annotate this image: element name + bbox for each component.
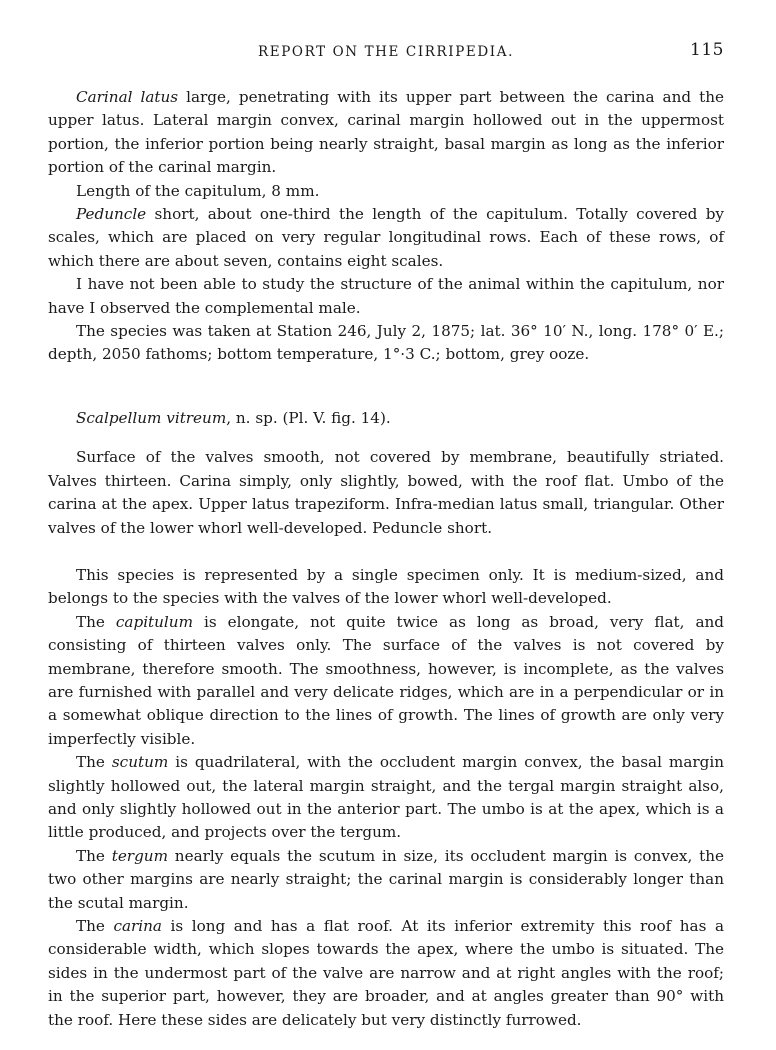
running-title: REPORT ON THE CIRRIPEDIA. [258,44,514,60]
term-carinal-latus: Carinal latus [76,88,179,106]
paragraph-text: large, penetrating with its upper part between the carina and the upper latus. Lateral margin convex, carinal margin hollowed out in the uppermost portion, the inferior portion being nearly straight, basal margin as long as the inferior portion of the carinal margin. [48,88,724,177]
paragraph-text: The [76,753,112,772]
paragraph-text: is quadrilateral, with the occludent margin convex, the basal margin slightly hollowed out, the lateral margin straight, and the tergal margin straight also, and only slightly hollowed out in the anterior part. The umbo is at the apex, which is a little produced, and projects over the tergum. [48,753,725,842]
species-reference: , n. sp. (Pl. V. fig. 14). [226,408,391,427]
paragraph-tergum [48,845,724,915]
paragraph-carinal-latus [48,86,724,180]
paragraph-text: short, about one-third the length of the capitulum. Totally covered by scales, which are placed on very regular longitudinal rows. Each of these rows, of which there are about seven, contains eight scales. [48,205,724,270]
page-number: 115 [690,40,724,60]
page-header [48,40,724,68]
paragraph-structure-note: I have not been able to study the structure of the animal within the capitulum, nor have I observed the complemental male. [48,275,724,317]
species-name: Scalpellum vitreum [76,408,227,427]
paragraph-text: The [76,846,112,865]
term-tergum: tergum [111,846,168,865]
paragraph-text: The [76,612,116,631]
term-capitulum: capitulum [115,612,193,631]
paragraph-carina [48,915,724,1032]
paragraph-capitulum [48,611,724,751]
paragraph-peduncle [48,203,724,273]
paragraph-text: The [76,917,114,935]
paragraph-text: is long and has a flat roof. At its inferior extremity this roof has a considerable width, which slopes towards the apex, where the umbo is situated. The sides in the undermost part of the valve are narrow and at right angles with the roof; in the superior part, however, they are broader, and at angles greater than 90° with the roof. Here these sides are delicately but very distinctly furrowed. [48,917,725,1029]
page-body [48,86,724,1032]
paragraph-text: is elongate, not quite twice as long as broad, very flat, and consisting of thirteen valves only. The surface of the valves is not covered by membrane, therefore smooth. The smoothness, however, is incomplete, as the valves are furnished with parallel and very delicate ridges, which are in a perpendicular or in a somewhat oblique direction to the lines of growth. The lines of growth are only very imperfectly visible. [48,612,725,748]
paragraph-text: nearly equals the scutum in size, its occludent margin is convex, the two other margins are nearly straight; the carinal margin is considerably longer than the scutal margin. [48,846,724,912]
species-heading [48,407,724,430]
paragraph-capitulum-length: Length of the capitulum, 8 mm. [76,181,320,200]
paragraph-specimen: This species is represented by a single specimen only. It is medium-sized, and belongs to the species with the valves of the lower whorl well-developed. [48,565,724,608]
term-scutum: scutum [111,753,169,772]
paragraph-scutum [48,751,724,845]
paragraph-station: The species was taken at Station 246, July 2, 1875; lat. 36° 10′ N., long. 178° 0′ E.; depth, 2050 fathoms; bottom temperature, 1°·3 C.; bottom, grey ooze. [48,322,724,364]
term-carina: carina [113,917,162,935]
term-peduncle: Peduncle [76,205,147,224]
paragraph-diagnosis: Surface of the valves smooth, not covered by membrane, beautifully striated. Valves thirteen. Carina simply, only slightly, bowed, with the roof flat. Umbo of the carina at the apex. Upper latus trapeziform. Infra-median latus small, triangular. Other valves of the lower whorl well-developed. Peduncle short. [48,448,724,537]
